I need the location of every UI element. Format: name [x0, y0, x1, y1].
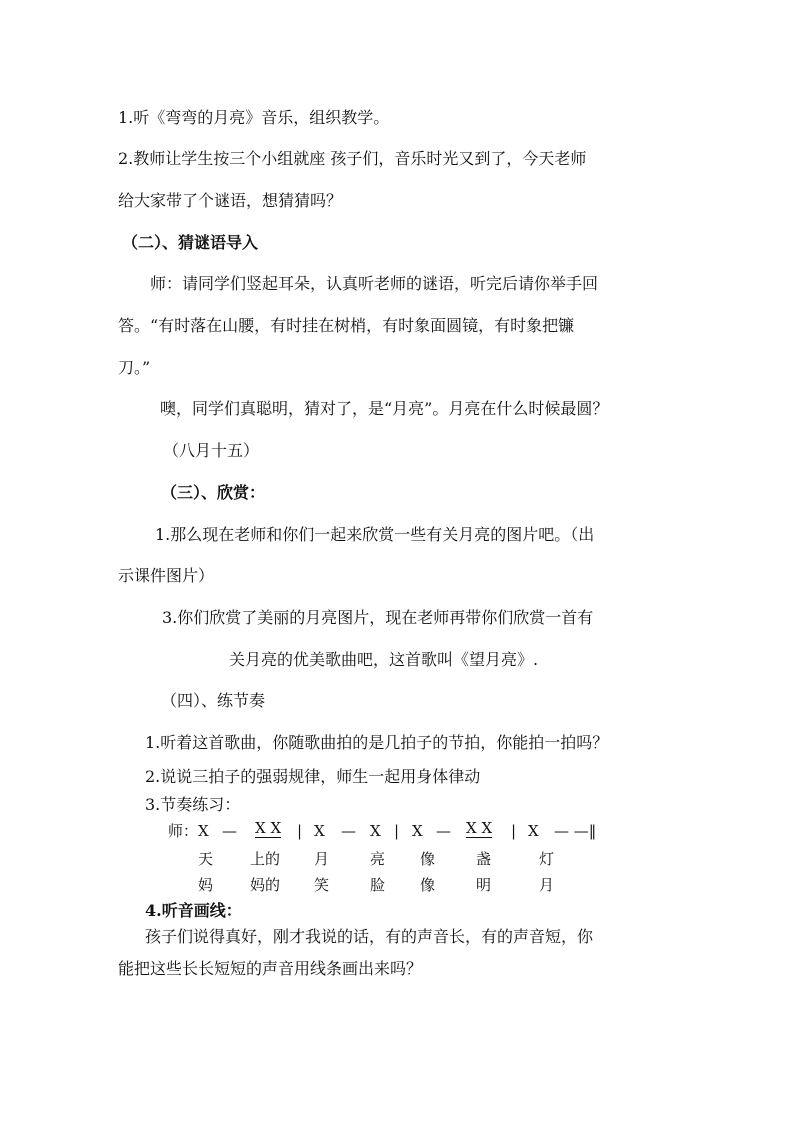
- rhythm-note: X: [412, 822, 423, 840]
- final-bar: — —‖: [554, 822, 597, 840]
- step-2-text: 2.教师让学生按三个小组就座 孩子们，音乐时光又到了，今天老师: [118, 149, 587, 168]
- lyric: 亮: [370, 850, 386, 868]
- teacher-label: 师：: [168, 822, 199, 840]
- step-1-text: 1.听《弯弯的月亮》音乐，组织教学。: [118, 108, 390, 127]
- rhythm-note-row: [0, 820, 794, 842]
- answer-paragraph: 噢，同学们真聪明，猜对了，是“月亮”。月亮在什么时候最圆？: [160, 399, 609, 418]
- lyric: 像: [420, 876, 436, 894]
- rhythm-note-beamed: X X: [466, 819, 493, 837]
- lyric: 脸: [370, 876, 386, 894]
- lyric: 盏: [476, 850, 492, 868]
- lyric: 妈的: [250, 876, 281, 894]
- step-2-continued: 给大家带了个谜语，想猜猜吗？: [118, 191, 343, 210]
- rhythm-note: —: [222, 822, 237, 840]
- lyric: 月: [314, 850, 330, 868]
- lyric: 天: [198, 850, 214, 868]
- appreciate-step-3: 3.你们欣赏了美丽的月亮图片，现在老师再带你们欣赏一首有: [162, 608, 594, 627]
- lyric: 像: [420, 850, 436, 868]
- lyric: 上的: [250, 850, 281, 868]
- bar-line: |: [394, 822, 400, 840]
- rhythm-note: X: [528, 822, 539, 840]
- rhythm-note: —: [436, 822, 451, 840]
- section-heading-rhythm: （四）、练节奏: [161, 691, 266, 710]
- bar-line: |: [511, 822, 517, 840]
- section-heading-draw-lines: 4.听音画线：: [145, 901, 242, 920]
- lyric: 月: [539, 876, 555, 894]
- lyric: 灯: [539, 850, 555, 868]
- draw-lines-paragraph: 孩子们说得真好，刚才我说的话，有的声音长，有的声音短，你: [145, 927, 594, 946]
- riddle-paragraph-2: 答。“有时落在山腰，有时挂在树梢，有时象面圆镜，有时象把镰: [118, 316, 575, 335]
- rhythm-note: X: [314, 822, 325, 840]
- lyric: 妈: [198, 876, 214, 894]
- rhythm-notation: [0, 820, 794, 900]
- rhythm-step-3: 3.节奏练习：: [145, 795, 241, 814]
- rhythm-step-1: 1.听着这首歌曲，你随歌曲拍的是几拍子的节拍，你能拍一拍吗？: [145, 733, 609, 752]
- riddle-paragraph: 师：请同学们竖起耳朵，认真听老师的谜语，听完后请你举手回: [150, 274, 599, 293]
- appreciate-step-1-continued: 示课件图片）: [118, 566, 215, 585]
- section-heading-appreciate: （三）、欣赏：: [161, 483, 266, 502]
- bar-line: |: [297, 822, 303, 840]
- lyric: 明: [476, 876, 492, 894]
- lyric: 笑: [314, 876, 330, 894]
- rhythm-note: X: [198, 822, 209, 840]
- appreciate-step-3-continued: 关月亮的优美歌曲吧，这首歌叫《望月亮》.: [229, 650, 539, 669]
- draw-lines-paragraph-2: 能把这些长长短短的声音用线条画出来吗？: [118, 959, 423, 978]
- appreciate-step-1: 1.那么现在老师和你们一起来欣赏一些有关月亮的图片吧。（出: [155, 525, 595, 544]
- rhythm-note-beamed: X X: [255, 819, 282, 837]
- riddle-paragraph-3: 刀。”: [118, 358, 151, 377]
- rhythm-step-2: 2.说说三拍子的强弱规律，师生一起用身体律动: [145, 767, 481, 786]
- section-heading-riddle: （二）、猜谜语导入: [122, 233, 259, 252]
- lyrics-row-1: [0, 848, 794, 870]
- rhythm-note: X: [370, 822, 381, 840]
- lyrics-row-2: [0, 874, 794, 896]
- answer-note: （八月十五）: [163, 441, 260, 460]
- rhythm-note: —: [341, 822, 356, 840]
